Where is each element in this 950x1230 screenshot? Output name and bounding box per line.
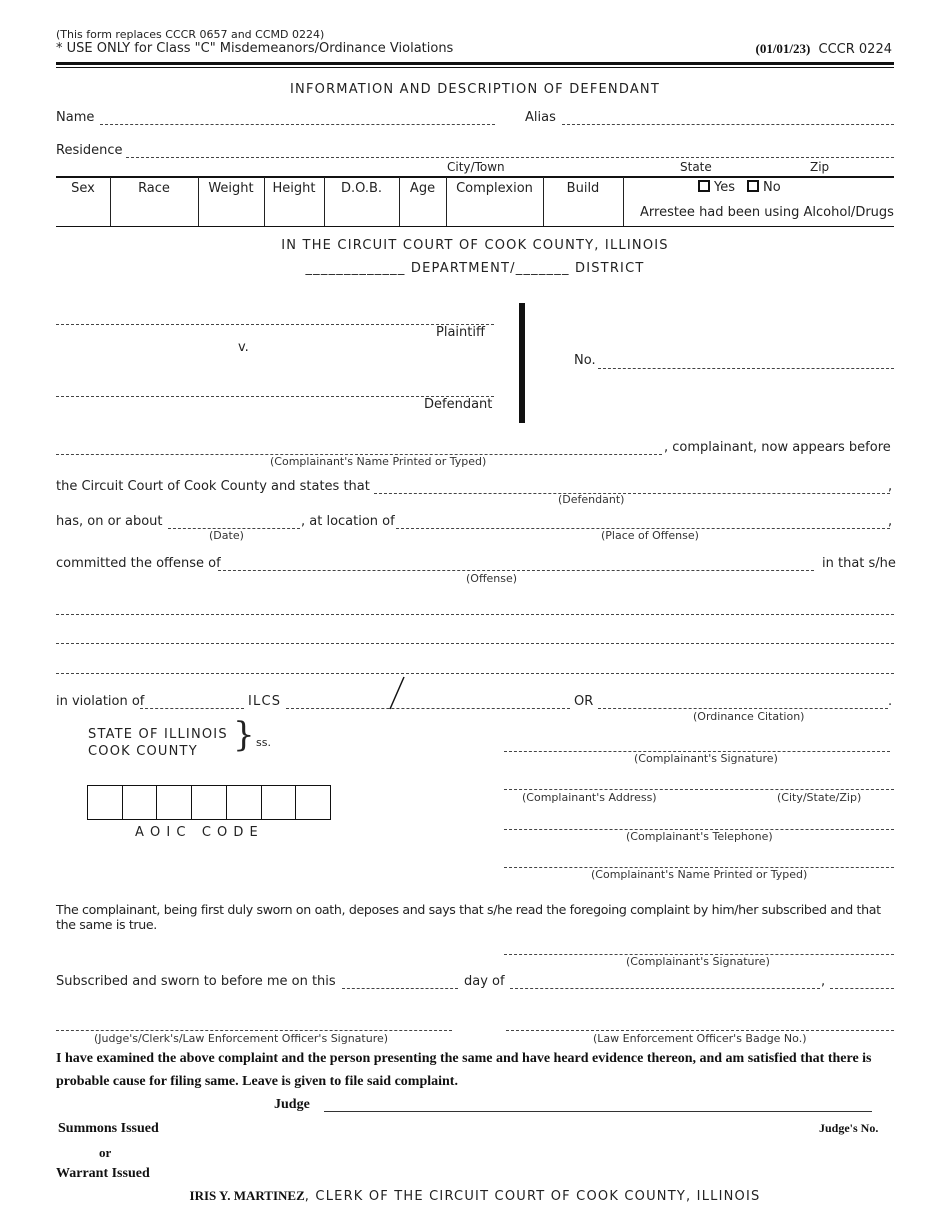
subscribed-text: Subscribed and sworn to before me on this	[56, 974, 336, 989]
no-label: No	[763, 180, 781, 195]
zip-label: Zip	[810, 160, 830, 174]
col-weight: Weight	[208, 181, 254, 196]
name-label: Name	[56, 110, 95, 125]
in-violation-text: in violation of	[56, 694, 145, 709]
judge-clerk-signature-caption: (Judge's/Clerk's/Law Enforcement Officer's Signature)	[94, 1032, 389, 1045]
clerk-title: , CLERK OF THE CIRCUIT COURT OF COOK COUNTY, ILLINOIS	[304, 1189, 761, 1204]
table-top-rule	[56, 176, 894, 178]
aoic-box[interactable]	[192, 786, 227, 819]
name-field[interactable]	[100, 124, 495, 125]
offense-detail-line-2[interactable]	[56, 643, 894, 644]
complainant-signature-caption: (Complainant's Signature)	[634, 752, 778, 765]
judge-signature-field[interactable]	[324, 1111, 872, 1112]
aoic-box[interactable]	[262, 786, 297, 819]
chapter-field[interactable]	[140, 708, 244, 709]
alcohol-label: Arrestee had been using Alcohol/Drugs	[640, 205, 894, 220]
aoic-box[interactable]	[227, 786, 262, 819]
col-sex: Sex	[71, 181, 95, 196]
clerk-name: IRIS Y. MARTINEZ	[189, 1188, 305, 1203]
badge-no-field[interactable]	[506, 1030, 894, 1031]
form-date: (01/01/23)	[755, 41, 811, 56]
place-caption: (Place of Offense)	[601, 529, 699, 542]
yes-label: Yes	[714, 180, 735, 195]
at-location-text: , at location of	[301, 514, 395, 529]
offense-caption: (Offense)	[466, 572, 518, 585]
appears-text: , complainant, now appears before	[664, 440, 891, 455]
replaces-note: (This form replaces CCCR 0657 and CCMD 0224)	[56, 28, 325, 41]
aoic-box[interactable]	[296, 786, 330, 819]
col-dob: D.O.B.	[340, 181, 383, 196]
date-caption: (Date)	[209, 529, 244, 542]
offense-detail-line-1[interactable]	[56, 614, 894, 615]
sworn-month-field[interactable]	[510, 988, 820, 989]
aoic-box[interactable]	[88, 786, 123, 819]
warrant-issued-label: Warrant Issued	[56, 1166, 150, 1181]
clerk-footer	[0, 1188, 950, 1204]
aoic-box[interactable]	[157, 786, 192, 819]
in-that-text: in that s/he	[822, 556, 896, 571]
offense-detail-line-3[interactable]	[56, 673, 894, 674]
states-text: the Circuit Court of Cook County and states that	[56, 479, 370, 494]
plaintiff-field[interactable]	[56, 324, 494, 325]
venue-brace: }	[233, 715, 255, 755]
header-rule-thick	[56, 62, 894, 65]
col-complexion: Complexion	[456, 181, 533, 196]
no-checkbox[interactable]	[747, 180, 759, 192]
oath-text: The complainant, being first duly sworn on oath, deposes and says that s/he read the foregoing complaint by him/her subscribed and that the same is true.	[56, 902, 881, 932]
offense-field[interactable]	[218, 570, 814, 571]
examined-line-2: probable cause for filing same. Leave is given to file said complaint.	[56, 1074, 458, 1089]
yes-checkbox[interactable]	[698, 180, 710, 192]
sworn-year-field[interactable]	[830, 988, 894, 989]
header-rule-thin	[56, 67, 894, 68]
city-label: City/Town	[447, 160, 505, 174]
ordinance-field[interactable]	[598, 708, 888, 709]
or-label: or	[99, 1145, 112, 1160]
col-height: Height	[272, 181, 316, 196]
ordinance-caption: (Ordinance Citation)	[693, 710, 805, 723]
judges-no-label: Judge's No.	[819, 1121, 879, 1135]
col-age: Age	[409, 181, 436, 196]
day-of-text: day of	[464, 974, 505, 989]
examined-line-1: I have examined the above complaint and the person presenting the same and have heard evidence thereon, and am satisfied that there is	[56, 1051, 872, 1066]
alcohol-yes-option[interactable]	[698, 180, 781, 195]
alias-label: Alias	[525, 110, 556, 125]
complainant-address-caption: (Complainant's Address)	[522, 791, 657, 804]
plaintiff-label: Plaintiff	[436, 325, 485, 340]
judge-label: Judge	[274, 1097, 310, 1112]
form-id	[755, 41, 892, 57]
residence-label: Residence	[56, 143, 123, 158]
use-only-note: * USE ONLY for Class "C" Misdemeanors/Ordinance Violations	[56, 41, 454, 56]
case-no-label: No.	[574, 353, 596, 368]
col-race: Race	[138, 181, 170, 196]
caption-divider	[519, 303, 525, 423]
badge-no-caption: (Law Enforcement Officer's Badge No.)	[593, 1032, 807, 1045]
table-bottom-rule	[56, 226, 894, 227]
complainant-address-field[interactable]	[504, 789, 894, 790]
complainant-telephone-caption: (Complainant's Telephone)	[626, 830, 773, 843]
cook-county: COOK COUNTY	[88, 744, 198, 759]
state-of-illinois: STATE OF ILLINOIS	[88, 727, 228, 742]
complainant-printed-name-caption: (Complainant's Name Printed or Typed)	[591, 868, 808, 881]
case-no-field[interactable]	[598, 368, 894, 369]
has-on-text: has, on or about	[56, 514, 163, 529]
complainant-name-caption: (Complainant's Name Printed or Typed)	[270, 455, 487, 468]
defendant-name-field[interactable]	[374, 493, 890, 494]
city-state-zip-caption: (City/State/Zip)	[777, 791, 862, 804]
department-district[interactable]: _____________ DEPARTMENT/_______ DISTRICT	[305, 261, 645, 276]
residence-field[interactable]	[126, 157, 894, 158]
alias-field[interactable]	[562, 124, 894, 125]
form-number: CCCR 0224	[818, 42, 892, 57]
ilcs-text: ILCS	[248, 694, 282, 709]
or-text: OR	[574, 694, 594, 709]
committed-text: committed the offense of	[56, 556, 221, 571]
defendant-caption: (Defendant)	[558, 493, 625, 506]
summons-issued-label: Summons Issued	[58, 1121, 159, 1136]
col-build: Build	[566, 181, 600, 196]
sworn-day-field[interactable]	[342, 988, 458, 989]
court-title: IN THE CIRCUIT COURT OF COOK COUNTY, ILLINOIS	[281, 238, 669, 253]
slash-mark	[386, 676, 408, 710]
aoic-code-boxes[interactable]	[87, 785, 331, 820]
ilcs-section-field[interactable]	[286, 708, 570, 709]
judge-clerk-signature-field[interactable]	[56, 1030, 452, 1031]
state-label: State	[680, 160, 712, 174]
v-label: v.	[238, 340, 249, 355]
defendant-info-title: INFORMATION AND DESCRIPTION OF DEFENDANT	[290, 82, 660, 97]
ss-label: ss.	[256, 736, 271, 749]
complainant-signature-2-caption: (Complainant's Signature)	[626, 955, 770, 968]
aoic-box[interactable]	[123, 786, 158, 819]
defendant-label: Defendant	[424, 397, 493, 412]
aoic-code-label: A O I C C O D E	[135, 825, 259, 840]
